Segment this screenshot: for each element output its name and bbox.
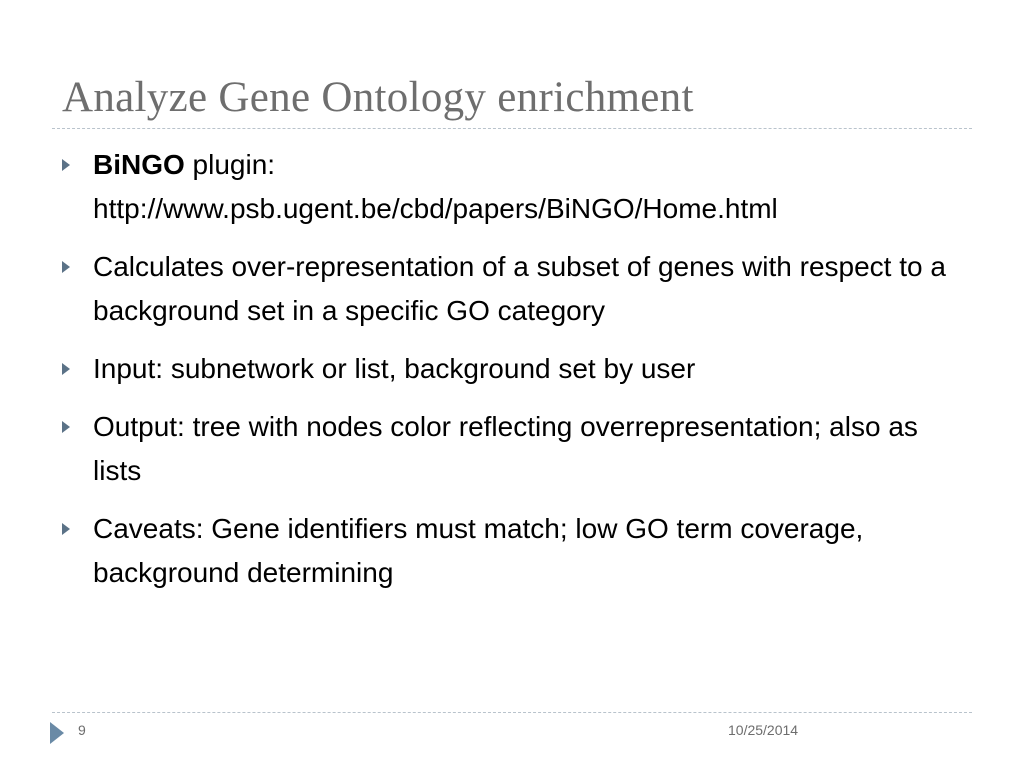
bullet-item <box>62 143 962 231</box>
bullet-text-line1: plugin: <box>184 149 276 180</box>
slide-title: Analyze Gene Ontology enrichment <box>62 74 694 121</box>
bullet-item <box>62 507 962 595</box>
bullet-url-link[interactable]: http://www.psb.ugent.be/cbd/papers/BiNGO/Home.html <box>93 193 778 224</box>
bullet-triangle-icon <box>62 421 70 433</box>
page-number: 9 <box>78 722 86 738</box>
footer-date: 10/25/2014 <box>728 722 799 738</box>
bullet-list <box>62 143 962 609</box>
title-divider <box>52 128 972 129</box>
bullet-triangle-icon <box>62 261 70 273</box>
bullet-triangle-icon <box>62 159 70 171</box>
bullet-text: Caveats: Gene identifiers must match; low GO term coverage, background determining <box>93 513 864 588</box>
bullet-item <box>62 347 962 391</box>
footer-divider <box>52 712 972 713</box>
bullet-text <box>93 143 962 231</box>
footer-arrow-icon <box>50 722 64 744</box>
bullet-triangle-icon <box>62 523 70 535</box>
bullet-item <box>62 405 962 493</box>
bullet-text: Input: subnetwork or list, background set by user <box>93 353 696 384</box>
bullet-text: Calculates over-representation of a subset of genes with respect to a background set in a specific GO category <box>93 251 946 326</box>
bullet-triangle-icon <box>62 363 70 375</box>
bullet-bold-label: BiNGO <box>93 149 185 180</box>
bullet-item <box>62 245 962 333</box>
bullet-text: Output: tree with nodes color reflecting overrepresentation; also as lists <box>93 411 918 486</box>
